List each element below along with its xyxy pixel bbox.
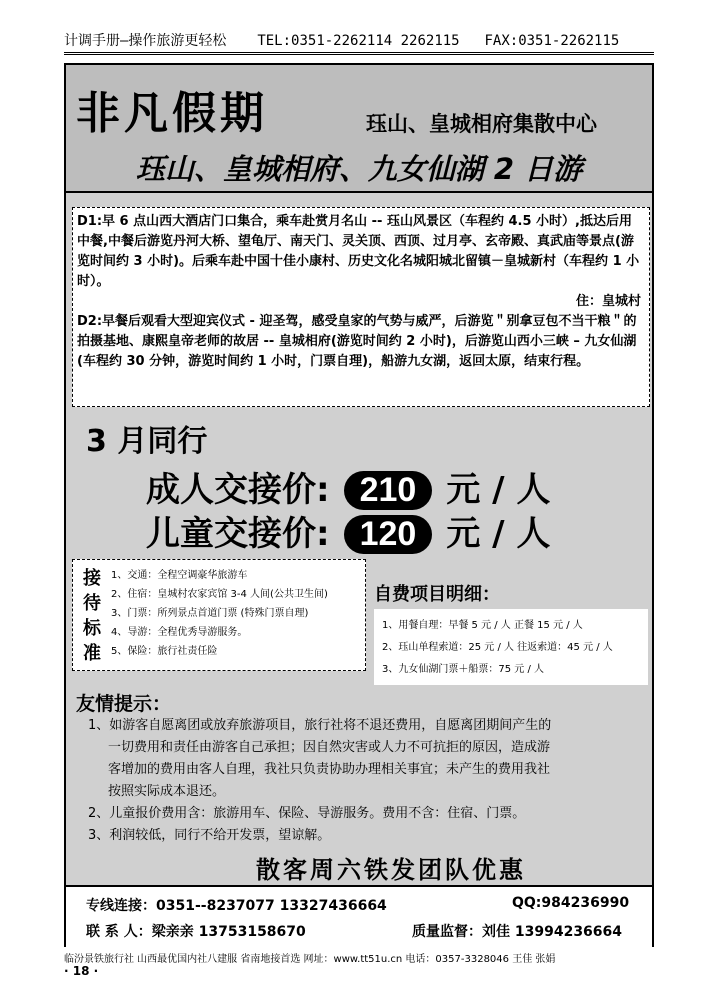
qq-number: QQ:984236990 — [512, 895, 630, 911]
fax-label: FAX: — [484, 33, 519, 49]
child-price-amount: 120 — [344, 515, 433, 554]
tel-label: TEL: — [257, 33, 292, 49]
itinerary-day1: D1:早 6 点山西大酒店门口集合，乘车赴赏月名山 -- 珏山风景区（车程约 4.5 小时）,抵达后用中餐,中餐后游览丹河大桥、望龟厅、南天门、灵关顶、西顶、过月亭、玄帝殿、真武庙等景点(游览时间约 3 小时)。后乘车赴中国十佳小康村、历史文化名城阳城北留镇－皇城新村（车程约 1 小时）。 — [77, 214, 640, 289]
child-price-unit: 元 / 人 — [446, 514, 551, 554]
adult-price-label: 成人交接价: — [146, 470, 330, 510]
header-tagline: 计调手册—操作旅游更轻松 — [64, 33, 227, 49]
hotline-label: 专线连接： — [86, 898, 156, 914]
tips-line: 按照实际成本退还。 — [108, 784, 226, 799]
reception-standard-label: 接 待 标 准 — [83, 568, 101, 664]
contact-person-value: 梁亲亲 13753158670 — [151, 924, 306, 940]
tips-title: 友情提示： — [76, 693, 172, 715]
list-item: 3、门票：所列景点首道门票 (特殊门票自理) — [111, 608, 309, 619]
adult-price-unit: 元 / 人 — [446, 470, 551, 510]
list-item: 1、交通：全程空调豪华旅游车 — [111, 570, 248, 581]
contact-box — [66, 885, 652, 947]
adult-price-amount: 210 — [344, 471, 433, 510]
itinerary-day1-stay: 住：皇城村 — [575, 294, 641, 309]
hotline-numbers: 0351--8237077 13327436664 — [156, 898, 387, 914]
contact-person-label: 联 系 人： — [86, 924, 152, 940]
tour-headline: 珏山、皇城相府、九女仙湖 2 日游 — [66, 147, 652, 193]
tips-line: 2、儿童报价费用含：旅游用车、保险、导游服务。费用不含：住宿、门票。 — [88, 806, 526, 821]
page-header — [64, 30, 654, 55]
tel-number: 0351-2262114 2262115 — [291, 33, 460, 49]
brand-subtitle: 珏山、皇城相府集散中心 — [366, 112, 597, 136]
ad-frame — [64, 63, 654, 947]
list-item: 5、保险：旅行社责任险 — [111, 646, 218, 657]
brand-title: 非凡假期 — [76, 88, 268, 139]
hotline — [86, 895, 387, 915]
itinerary-day2: D2:早餐后观看大型迎宾仪式 - 迎圣驾，感受皇家的气势与威严，后游览＂别拿豆包不当干粮＂的拍摄基地、康熙皇帝老师的故居 -- 皇城相府(游览时间约 2 小时)，后游览山西小三峡 – 九女仙湖(车程约 30 分钟，游览时间约 1 小时，门票自理)，船游九女湖，返回太原，结束行程。 — [77, 314, 637, 369]
reception-standard-box — [72, 559, 366, 671]
list-item: 2、住宿：皇城村农家宾馆 3-4 人间(公共卫生间) — [111, 589, 328, 600]
month-heading: 3 月同行 — [86, 424, 208, 459]
footer-text: 临汾景铁旅行社 山西最优国内社八建服 省南地接首选 网址：www.tt51u.cn 电话：0357-3328046 王佳 张娟 — [64, 954, 556, 965]
tips-line: 1、如游客自愿离团或放弃旅游项目，旅行社将不退还费用，自愿离团期间产生的 — [88, 718, 552, 733]
extras-box — [374, 609, 648, 685]
child-price — [146, 506, 550, 555]
extras-title: 自费项目明细： — [374, 584, 500, 605]
list-item: 1、用餐自理：早餐 5 元 / 人 正餐 15 元 / 人 — [382, 620, 583, 631]
reception-standard-list — [111, 566, 328, 661]
page-number: · 18 · — [64, 964, 99, 978]
fax-number: 0351-2262115 — [518, 33, 620, 49]
promo-slogan: 散客周六铁发团队优惠 — [256, 855, 526, 884]
child-price-label: 儿童交接价: — [146, 514, 330, 554]
brand-band — [66, 65, 652, 149]
adult-price — [146, 462, 550, 511]
tips-line: 客增加的费用由客人自理，我社只负责协助办理相关事宜；未产生的费用我社 — [108, 762, 551, 777]
list-item: 2、珏山单程索道：25 元 / 人 往返索道：45 元 / 人 — [382, 642, 613, 653]
list-item: 4、导游：全程优秀导游服务。 — [111, 627, 248, 638]
list-item: 3、九女仙湖门票＋船票：75 元 / 人 — [382, 664, 544, 675]
tips-line: 3、利润较低，同行不给开发票，望谅解。 — [88, 828, 331, 843]
itinerary-box — [72, 207, 650, 407]
contact-person — [86, 921, 306, 941]
tips-line: 一切费用和责任由游客自己承担；因自然灾害或人力不可抗拒的原因，造成游 — [108, 740, 551, 755]
quality-supervisor: 质量监督：刘佳 13994236664 — [412, 924, 623, 940]
tips-body — [88, 715, 644, 847]
